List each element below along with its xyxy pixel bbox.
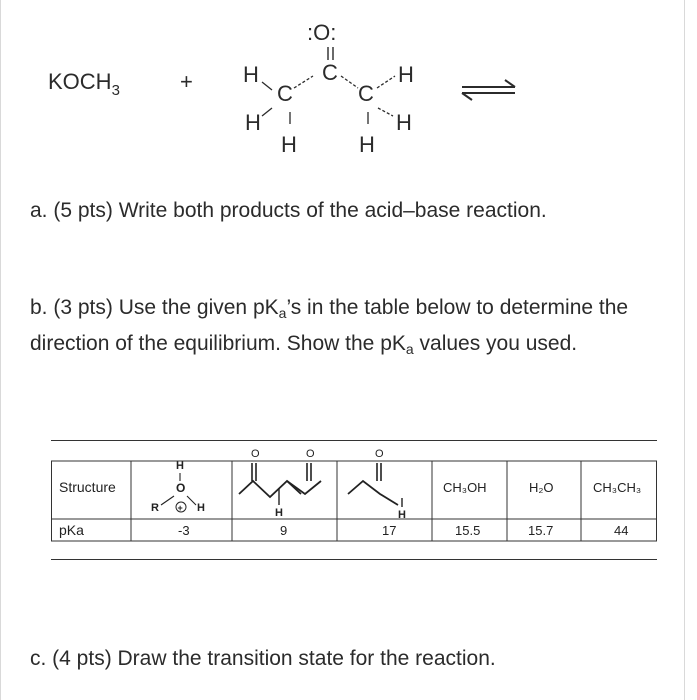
pka-ketone: 17 [382,523,397,538]
svg-text:H: H [197,502,205,514]
right-h-side: H [396,110,412,135]
svg-text:+: + [177,503,183,513]
row-label-pka: pKa [59,522,84,538]
equilibrium-arrow-icon [462,80,515,100]
left-h-top: H [243,62,259,87]
pka-ethane: 44 [614,523,629,538]
right-carbon: C [358,81,374,106]
carbonyl-oxygen: :O: [307,20,337,45]
right-h-below: H [359,132,375,157]
methanol-formula: CH₃OH [443,480,487,495]
pka-table [51,440,657,560]
left-h-below: H [281,132,297,157]
right-h-top: H [398,62,414,87]
left-carbon: C [277,81,293,106]
svg-text:O: O [375,448,384,460]
plus-sign: + [180,69,193,94]
pka-methanol: 15.5 [455,523,481,538]
left-h-bottom: H [245,110,261,135]
ketone-structure [348,448,406,521]
question-b: b. (3 pts) Use the given $pK_a’s$ in the table below to determine the direction of the equilibrium. Show the $pK_a$ values you used. [30,296,629,357]
question-a: a. (5 pts) Write both products of the acid–base reaction. [30,199,547,222]
pka-oxonium: -3 [178,523,190,538]
svg-text:O: O [176,481,186,495]
svg-text:O: O [306,448,315,460]
oxonium-structure [151,460,205,514]
row-label-structure: Structure [59,479,116,495]
svg-text:O: O [251,448,260,460]
question-c: c. (4 pts) Draw the transition state for the reaction. [30,647,496,670]
carbonyl-carbon: C [322,60,338,85]
svg-text:H: H [275,507,283,519]
svg-text:H: H [176,460,184,472]
water-formula: H₂O [529,480,554,495]
svg-text:H: H [398,509,406,521]
diketone-structure [239,448,321,519]
reaction-scheme [0,0,697,170]
svg-text:R: R [151,502,159,514]
pka-water: 15.7 [528,523,554,538]
pka-diketone: 9 [280,523,288,538]
reagent-koch3: $KOCH_3$ [48,69,120,99]
ethane-formula: CH₃CH₃ [593,480,642,495]
